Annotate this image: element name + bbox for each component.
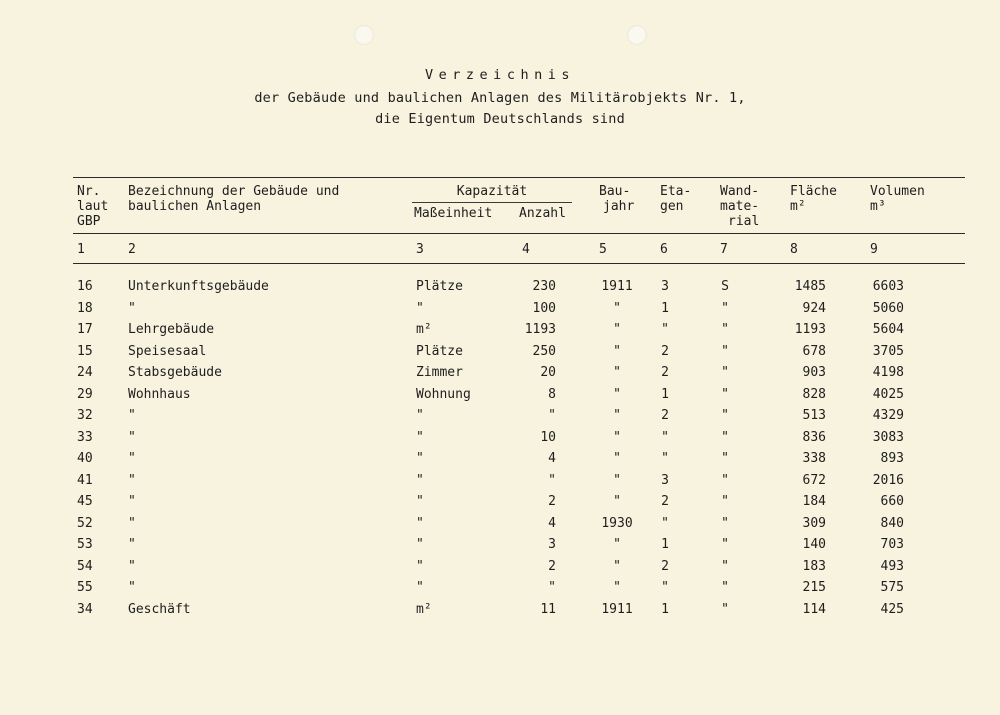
cell-nr: 33 xyxy=(77,430,93,445)
cell-volumen: 575 xyxy=(880,580,904,595)
cell-nr: 45 xyxy=(77,494,93,509)
cell-masseinheit: " xyxy=(416,494,424,509)
cell-volumen: 5604 xyxy=(872,322,904,337)
cell-wandmaterial: " xyxy=(721,516,729,531)
cell-etagen: 1 xyxy=(661,602,669,617)
cell-nr: 16 xyxy=(77,279,93,294)
cell-nr: 41 xyxy=(77,473,93,488)
cell-bezeichnung: Stabsgebäude xyxy=(128,365,222,380)
cell-baujahr: 1930 xyxy=(601,516,633,531)
header-nr-line-3: GBP xyxy=(77,214,101,229)
cell-bezeichnung: " xyxy=(128,516,136,531)
column-number-bottom-rule xyxy=(73,263,965,264)
column-number-6: 6 xyxy=(660,242,668,257)
cell-masseinheit: " xyxy=(416,516,424,531)
cell-bezeichnung: Wohnhaus xyxy=(128,387,191,402)
header-baujahr-line-2: jahr xyxy=(603,199,635,214)
cell-flaeche: 140 xyxy=(802,537,826,552)
table-top-rule xyxy=(73,177,965,178)
cell-flaeche: 338 xyxy=(802,451,826,466)
cell-volumen: 893 xyxy=(880,451,904,466)
cell-bezeichnung: " xyxy=(128,451,136,466)
cell-etagen: 1 xyxy=(661,301,669,316)
cell-etagen: " xyxy=(661,580,669,595)
cell-wandmaterial: " xyxy=(721,602,729,617)
cell-flaeche: 215 xyxy=(802,580,826,595)
cell-nr: 52 xyxy=(77,516,93,531)
cell-baujahr: " xyxy=(613,537,621,552)
cell-baujahr: " xyxy=(613,408,621,423)
cell-baujahr: 1911 xyxy=(601,279,633,294)
cell-bezeichnung: " xyxy=(128,408,136,423)
punch-hole-right xyxy=(627,25,647,45)
document-subtitle-line-1: der Gebäude und baulichen Anlagen des Militärobjekts Nr. 1, xyxy=(254,90,746,106)
cell-nr: 15 xyxy=(77,344,93,359)
cell-baujahr: " xyxy=(613,387,621,402)
cell-masseinheit: m² xyxy=(416,322,432,337)
cell-volumen: 703 xyxy=(880,537,904,552)
cell-etagen: 3 xyxy=(661,279,669,294)
cell-anzahl: 11 xyxy=(540,602,556,617)
cell-etagen: 1 xyxy=(661,387,669,402)
cell-nr: 29 xyxy=(77,387,93,402)
header-flaeche-line-2: m² xyxy=(790,199,806,214)
cell-anzahl: " xyxy=(548,580,556,595)
cell-nr: 40 xyxy=(77,451,93,466)
header-bezeichnung-line-1: Bezeichnung der Gebäude und xyxy=(128,184,340,199)
cell-masseinheit: " xyxy=(416,473,424,488)
cell-bezeichnung: Geschäft xyxy=(128,602,191,617)
header-bottom-rule xyxy=(73,233,965,234)
cell-wandmaterial: " xyxy=(721,408,729,423)
cell-wandmaterial: " xyxy=(721,301,729,316)
cell-volumen: 660 xyxy=(880,494,904,509)
header-volumen-line-1: Volumen xyxy=(870,184,925,199)
cell-anzahl: 230 xyxy=(532,279,556,294)
cell-anzahl: 10 xyxy=(540,430,556,445)
cell-nr: 34 xyxy=(77,602,93,617)
cell-baujahr: " xyxy=(613,580,621,595)
cell-etagen: " xyxy=(661,516,669,531)
cell-masseinheit: Wohnung xyxy=(416,387,471,402)
cell-flaeche: 1485 xyxy=(794,279,826,294)
cell-flaeche: 836 xyxy=(802,430,826,445)
column-number-7: 7 xyxy=(720,242,728,257)
cell-anzahl: 100 xyxy=(532,301,556,316)
cell-baujahr: " xyxy=(613,301,621,316)
cell-flaeche: 924 xyxy=(802,301,826,316)
cell-anzahl: 3 xyxy=(548,537,556,552)
cell-nr: 17 xyxy=(77,322,93,337)
cell-volumen: 840 xyxy=(880,516,904,531)
header-wandmaterial-line-3: rial xyxy=(728,214,760,229)
cell-bezeichnung: Unterkunftsgebäude xyxy=(128,279,269,294)
header-wandmaterial-line-2: mate- xyxy=(720,199,760,214)
header-baujahr-line-1: Bau- xyxy=(599,184,631,199)
cell-baujahr: " xyxy=(613,344,621,359)
cell-volumen: 3705 xyxy=(872,344,904,359)
cell-anzahl: 1193 xyxy=(524,322,556,337)
kapazitaet-underline xyxy=(412,202,572,203)
cell-etagen: 3 xyxy=(661,473,669,488)
column-number-5: 5 xyxy=(599,242,607,257)
cell-anzahl: 8 xyxy=(548,387,556,402)
cell-flaeche: 903 xyxy=(802,365,826,380)
header-volumen-line-2: m³ xyxy=(870,199,886,214)
cell-volumen: 3083 xyxy=(872,430,904,445)
cell-masseinheit: Plätze xyxy=(416,279,463,294)
cell-flaeche: 678 xyxy=(802,344,826,359)
header-wandmaterial-line-1: Wand- xyxy=(720,184,760,199)
cell-nr: 53 xyxy=(77,537,93,552)
cell-nr: 54 xyxy=(77,559,93,574)
cell-flaeche: 513 xyxy=(802,408,826,423)
cell-anzahl: 4 xyxy=(548,516,556,531)
cell-anzahl: " xyxy=(548,408,556,423)
document-title: Verzeichnis xyxy=(425,67,575,83)
cell-flaeche: 114 xyxy=(802,602,826,617)
cell-wandmaterial: " xyxy=(721,322,729,337)
cell-volumen: 2016 xyxy=(872,473,904,488)
cell-wandmaterial: S xyxy=(721,279,729,294)
cell-anzahl: 4 xyxy=(548,451,556,466)
cell-masseinheit: " xyxy=(416,559,424,574)
cell-baujahr: " xyxy=(613,322,621,337)
cell-bezeichnung: " xyxy=(128,430,136,445)
cell-flaeche: 672 xyxy=(802,473,826,488)
cell-masseinheit: " xyxy=(416,580,424,595)
cell-etagen: 2 xyxy=(661,494,669,509)
cell-baujahr: " xyxy=(613,430,621,445)
header-etagen-line-1: Eta- xyxy=(660,184,692,199)
document-subtitle-line-2: die Eigentum Deutschlands sind xyxy=(375,111,625,127)
cell-etagen: 2 xyxy=(661,559,669,574)
cell-masseinheit: " xyxy=(416,430,424,445)
cell-wandmaterial: " xyxy=(721,430,729,445)
cell-wandmaterial: " xyxy=(721,387,729,402)
cell-wandmaterial: " xyxy=(721,365,729,380)
cell-etagen: 2 xyxy=(661,408,669,423)
cell-baujahr: 1911 xyxy=(601,602,633,617)
cell-nr: 55 xyxy=(77,580,93,595)
cell-wandmaterial: " xyxy=(721,559,729,574)
cell-volumen: 4329 xyxy=(872,408,904,423)
cell-volumen: 425 xyxy=(880,602,904,617)
cell-nr: 18 xyxy=(77,301,93,316)
cell-nr: 24 xyxy=(77,365,93,380)
cell-masseinheit: m² xyxy=(416,602,432,617)
cell-volumen: 4025 xyxy=(872,387,904,402)
column-number-1: 1 xyxy=(77,242,85,257)
cell-bezeichnung: " xyxy=(128,559,136,574)
cell-masseinheit: " xyxy=(416,301,424,316)
cell-wandmaterial: " xyxy=(721,537,729,552)
cell-etagen: " xyxy=(661,322,669,337)
cell-baujahr: " xyxy=(613,559,621,574)
cell-flaeche: 309 xyxy=(802,516,826,531)
cell-masseinheit: Plätze xyxy=(416,344,463,359)
cell-volumen: 5060 xyxy=(872,301,904,316)
cell-wandmaterial: " xyxy=(721,473,729,488)
cell-bezeichnung: Lehrgebäude xyxy=(128,322,215,337)
cell-bezeichnung: " xyxy=(128,301,136,316)
cell-nr: 32 xyxy=(77,408,93,423)
cell-baujahr: " xyxy=(613,365,621,380)
cell-baujahr: " xyxy=(613,473,621,488)
header-etagen-line-2: gen xyxy=(660,199,684,214)
cell-wandmaterial: " xyxy=(721,344,729,359)
cell-volumen: 6603 xyxy=(872,279,904,294)
cell-bezeichnung: " xyxy=(128,537,136,552)
cell-bezeichnung: Speisesaal xyxy=(128,344,207,359)
cell-wandmaterial: " xyxy=(721,580,729,595)
cell-etagen: 1 xyxy=(661,537,669,552)
cell-baujahr: " xyxy=(613,494,621,509)
cell-volumen: 4198 xyxy=(872,365,904,380)
cell-bezeichnung: " xyxy=(128,473,136,488)
header-nr-line-1: Nr. xyxy=(77,184,101,199)
column-number-4: 4 xyxy=(522,242,530,257)
header-flaeche-line-1: Fläche xyxy=(790,184,837,199)
cell-etagen: " xyxy=(661,451,669,466)
cell-wandmaterial: " xyxy=(721,451,729,466)
header-anzahl: Anzahl xyxy=(519,206,566,221)
cell-bezeichnung: " xyxy=(128,580,136,595)
column-number-9: 9 xyxy=(870,242,878,257)
cell-flaeche: 184 xyxy=(802,494,826,509)
column-number-3: 3 xyxy=(416,242,424,257)
cell-etagen: 2 xyxy=(661,344,669,359)
cell-anzahl: 20 xyxy=(540,365,556,380)
cell-masseinheit: " xyxy=(416,451,424,466)
cell-anzahl: 250 xyxy=(532,344,556,359)
cell-etagen: " xyxy=(661,430,669,445)
cell-volumen: 493 xyxy=(880,559,904,574)
cell-flaeche: 1193 xyxy=(794,322,826,337)
header-nr-line-2: laut xyxy=(77,199,109,214)
cell-flaeche: 828 xyxy=(802,387,826,402)
cell-etagen: 2 xyxy=(661,365,669,380)
cell-anzahl: " xyxy=(548,473,556,488)
column-number-2: 2 xyxy=(128,242,136,257)
cell-flaeche: 183 xyxy=(802,559,826,574)
cell-anzahl: 2 xyxy=(548,494,556,509)
cell-wandmaterial: " xyxy=(721,494,729,509)
header-masseinheit: Maßeinheit xyxy=(414,206,493,221)
header-kapazitaet: Kapazität xyxy=(456,184,528,199)
cell-masseinheit: " xyxy=(416,408,424,423)
header-bezeichnung-line-2: baulichen Anlagen xyxy=(128,199,262,214)
cell-anzahl: 2 xyxy=(548,559,556,574)
cell-bezeichnung: " xyxy=(128,494,136,509)
cell-baujahr: " xyxy=(613,451,621,466)
cell-masseinheit: Zimmer xyxy=(416,365,463,380)
column-number-8: 8 xyxy=(790,242,798,257)
cell-masseinheit: " xyxy=(416,537,424,552)
punch-hole-left xyxy=(354,25,374,45)
